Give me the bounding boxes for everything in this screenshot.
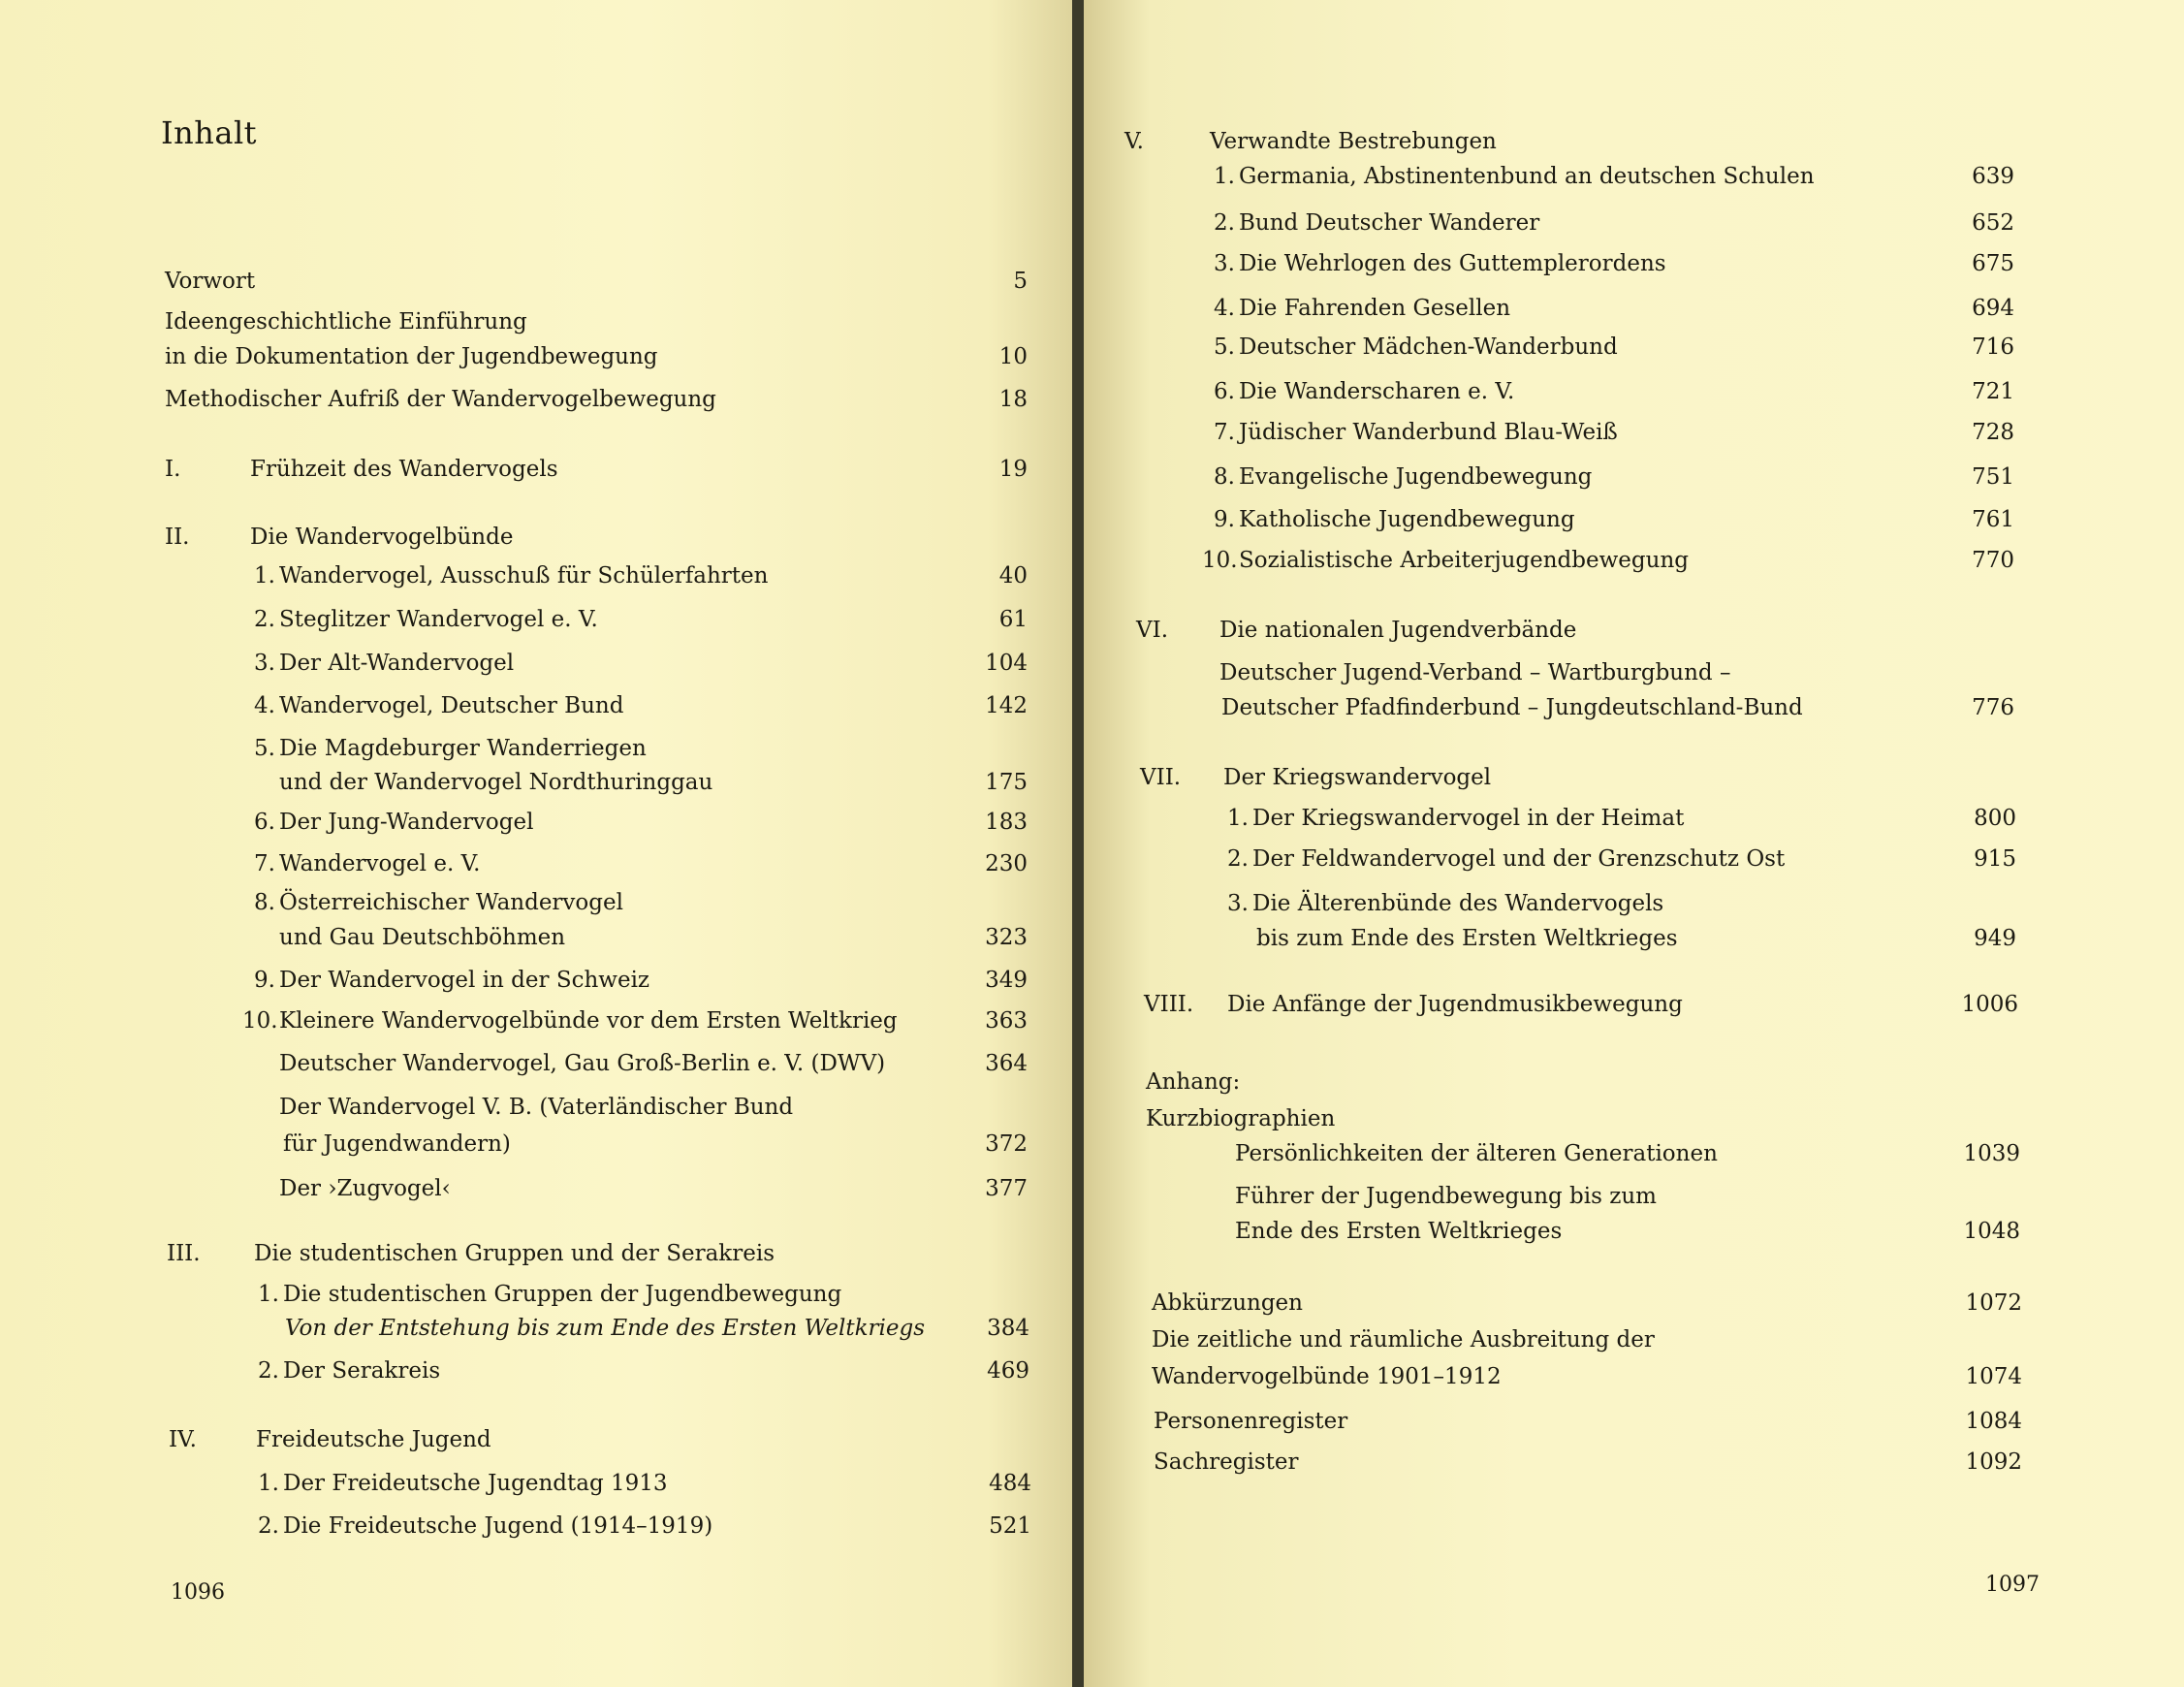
page-number: 1096 — [171, 1580, 225, 1605]
right-page: V. Verwandte Bestrebungen 1. Germania, Abstinentenbund an deutschen Schulen 639 2. Bund Deutscher Wanderer 652 3. Die Wehrlogen des Guttemplerordens 675 4. Die Fahrenden Gesellen 694 5. Deutscher Mädchen-Wanderbund 716 6. Die Wanderscharen e. V. 721 7. Jüdischer Wanderbund Blau-Weiß 728 8. Evangelische Jugendbewegung 751 9. Katholische Jugendbewegung 761 10. Sozialistische Arbeiterjugendbewegung 770 VI. Die nationalen Jugendverbände Deutscher Jugend-Verband – Wartburgbund – Deutscher Pfadfinderbund – Jungdeutschland-Bund 776 VII. Der Kriegswandervogel 1. Der Kriegswandervogel in der Heimat 800 2. Der Feldwandervogel und der Grenzschutz Ost 915 3. Die Älterenbünde des Wandervogels bis zum Ende des Ersten Weltkrieges 949 VIII. Die Anfänge der Jugendmusikbewegung 1006 Anhang: Kurzbiographien Persönlichkeiten der älteren Generationen 1039 Führer der Jugendbewegung bis zum Ende des Ersten Weltkrieges 1048 Abkürzungen 1072 Die zeitliche und räumliche Ausbreitung der Wandervogelbünde 1901–1912 1074 Personenregister 1084 Sachregister 1092 1097 — [1084, 0, 2184, 1687]
left-page: Inhalt Vorwort 5 Ideengeschichtliche Einführung in die Dokumentation der Jugendbewegung 10 Methodischer Aufriß der Wandervogelbewegung 18 I. Frühzeit des Wandervogels 19 II. Die Wandervogelbünde 1. Wandervogel, Ausschuß für Schülerfahrten 40 2. Steglitzer Wandervogel e. V. 61 3. Der Alt-Wandervogel 104 4. Wandervogel, Deutscher Bund 142 5. Die Magdeburger Wanderriegen und der Wandervogel Nordthuringgau 175 6. Der Jung-Wandervogel 183 7. Wandervogel e. V. 230 8. Österreichischer Wandervogel und Gau Deutschböhmen 323 9. Der Wandervogel in der Schweiz 349 10. Kleinere Wandervogelbünde vor dem Ersten Weltkrieg 363 Deutscher Wandervogel, Gau Groß-Berlin e. V. (DWV) 364 Der Wandervogel V. B. (Vaterländischer Bund für Jugendwandern) 372 Der ›Zugvogel‹ 377 III. Die studentischen Gruppen und der Serakreis 1. Die studentischen Gruppen der Jugendbewegung Von der Entstehung bis zum Ende des Ersten Weltkriegs 384 2. Der Serakreis 469 IV. Freideutsche Jugend 1. Der Freideutsche Jugendtag 1913 484 2. Die Freideutsche Jugend (1914–1919) 521 1096 — [0, 0, 1074, 1687]
page-title: Inhalt — [161, 114, 258, 151]
page-number: 1097 — [1985, 1573, 2040, 1597]
